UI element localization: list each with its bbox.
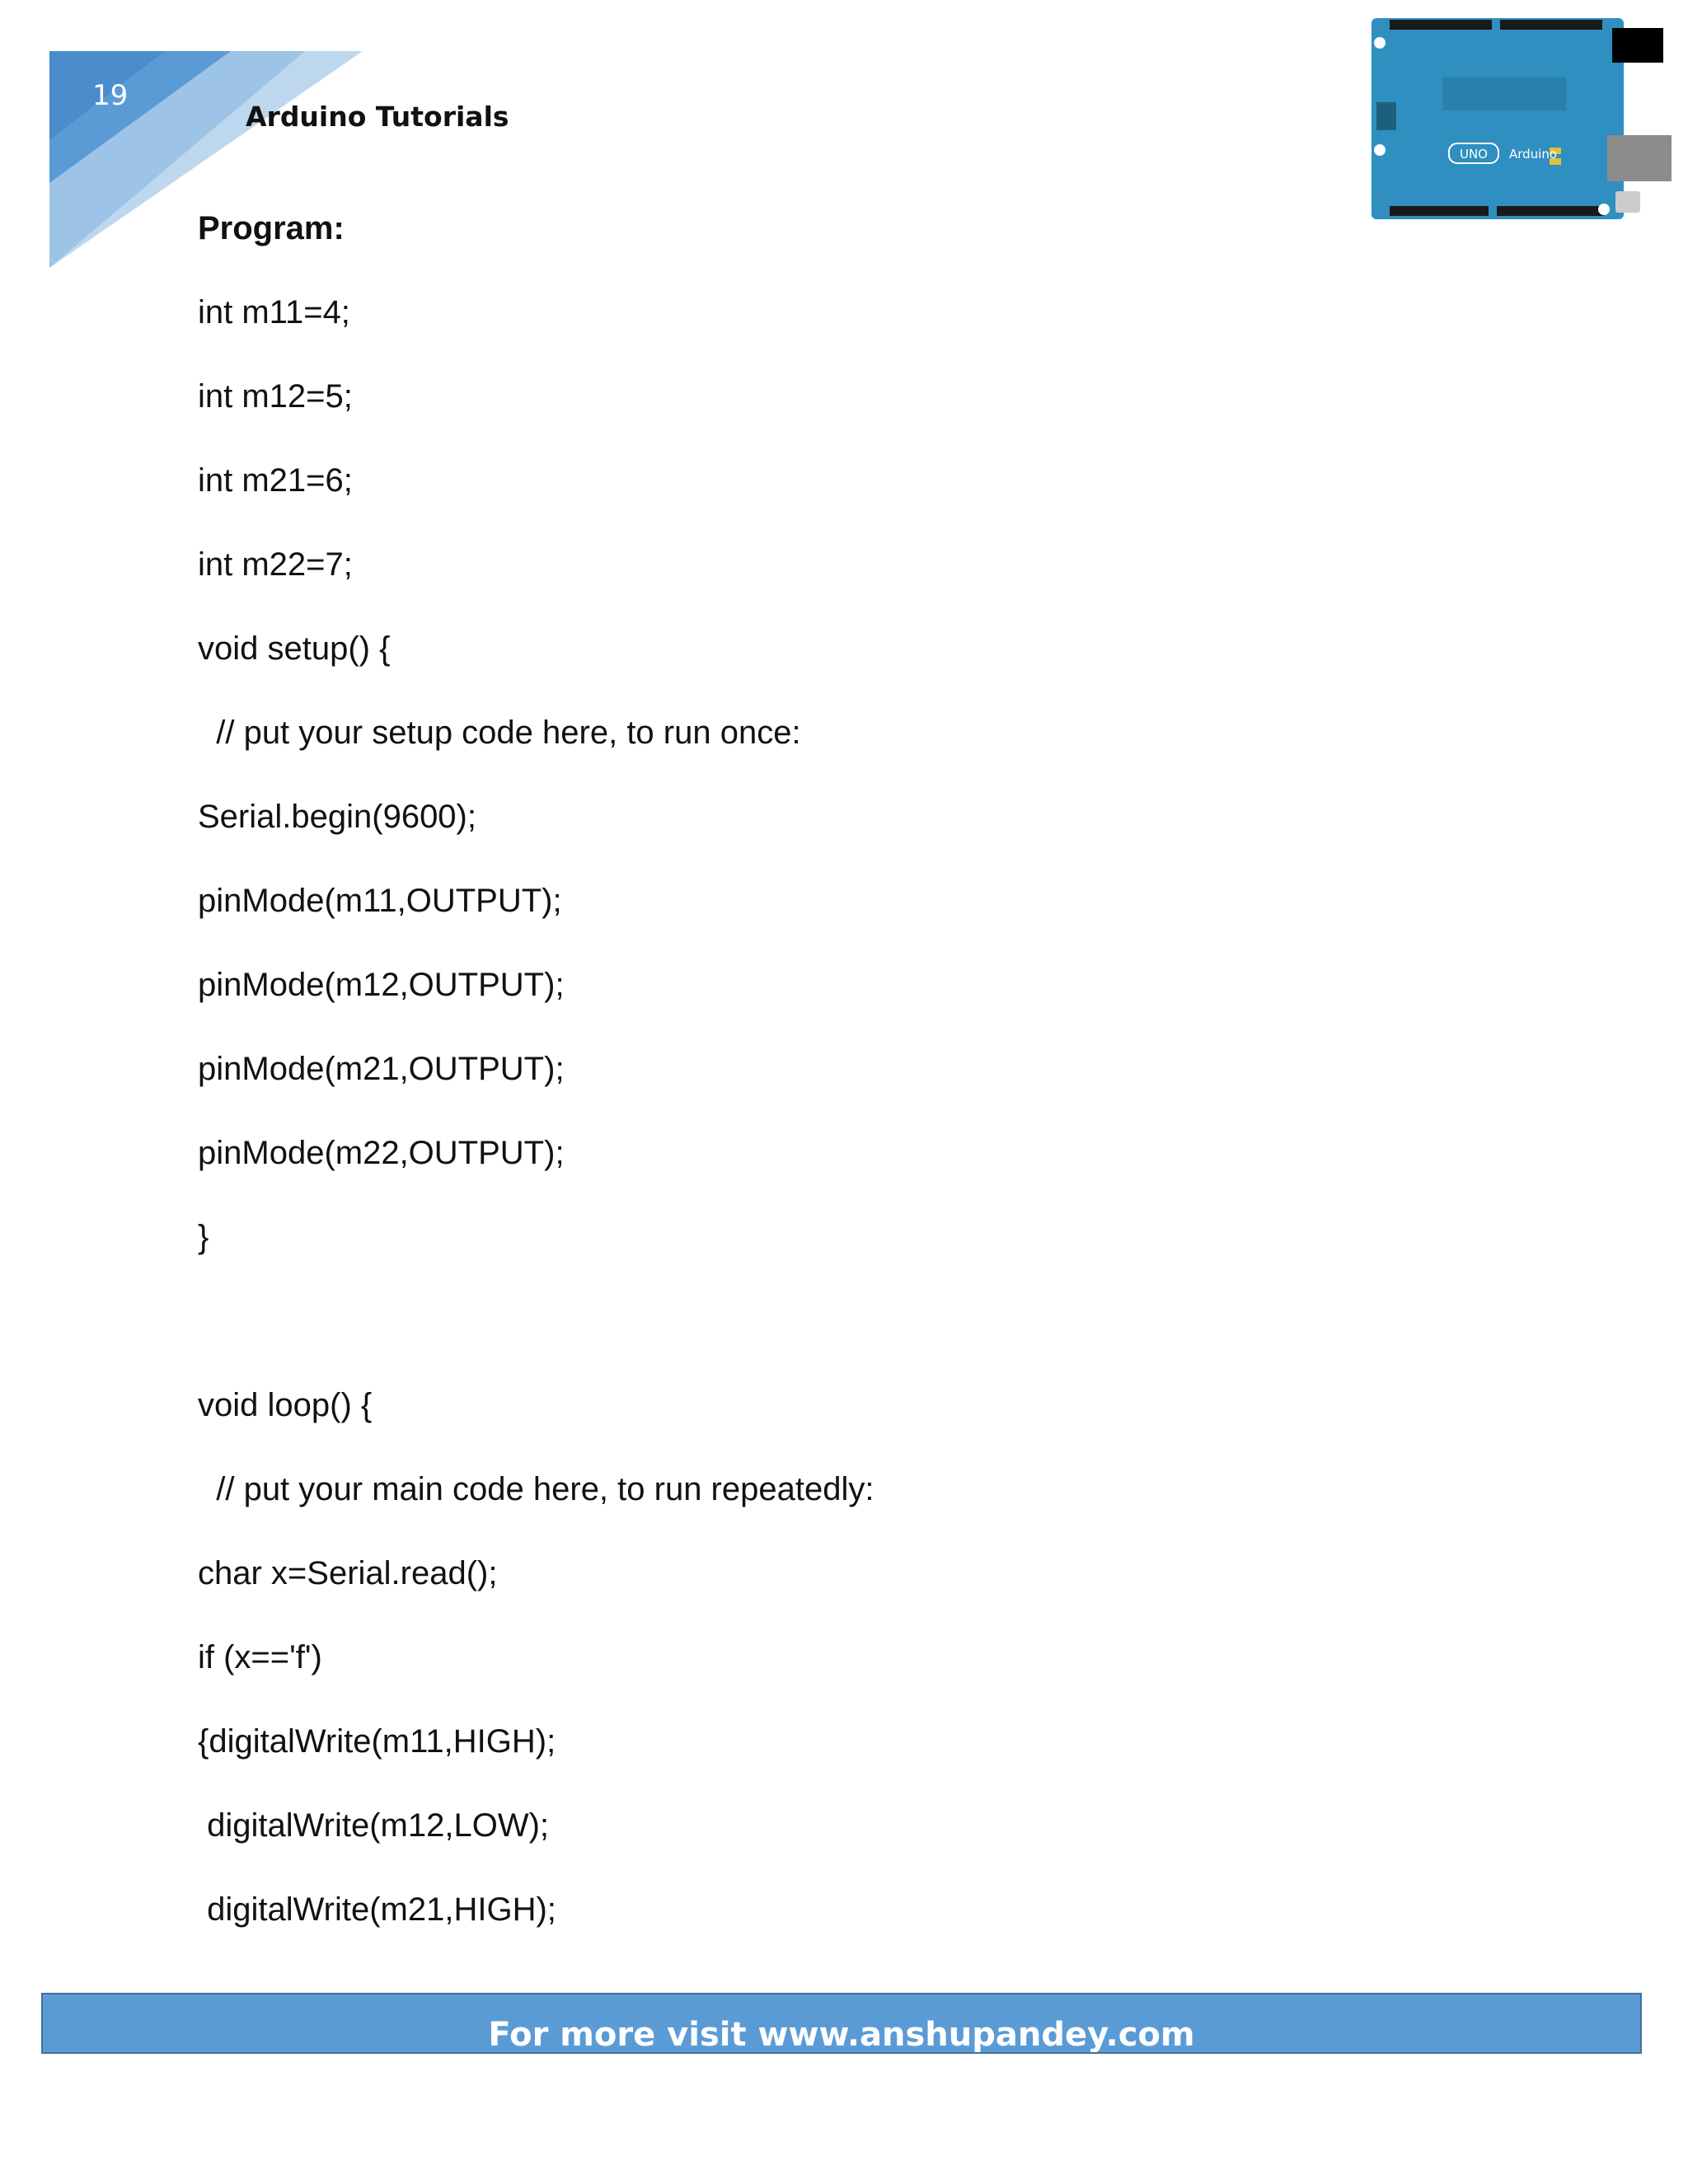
code-line: Serial.begin(9600); (198, 799, 476, 835)
code-line: pinMode(m11,OUTPUT); (198, 883, 562, 919)
code-line: // put your main code here, to run repeatedly: (198, 1471, 874, 1507)
board-brand-label: Arduino (1508, 147, 1558, 162)
code-line: digitalWrite(m12,LOW); (198, 1807, 550, 1844)
program-listing (198, 204, 874, 1970)
code-line: void setup() { (198, 630, 391, 667)
code-line: } (198, 1219, 209, 1255)
page-number: 19 (92, 79, 129, 112)
code-line: int m22=7; (198, 546, 353, 583)
code-line: if (x=='f') (198, 1639, 322, 1675)
code-lines (198, 288, 874, 1970)
board-model-label: UNO (1459, 147, 1489, 162)
code-line: pinMode(m21,OUTPUT); (198, 1051, 565, 1087)
code-line: // put your setup code here, to run once: (198, 715, 801, 751)
footer-banner (41, 1993, 1642, 2054)
arduino-uno-board-icon (1368, 12, 1681, 227)
code-line: int m21=6; (198, 462, 353, 499)
code-line: char x=Serial.read(); (198, 1555, 498, 1591)
code-line: int m12=5; (198, 378, 353, 415)
code-line: {digitalWrite(m11,HIGH); (198, 1723, 556, 1760)
code-line: int m11=4; (198, 294, 350, 330)
code-line (198, 1297, 874, 1381)
header-title: Arduino Tutorials (246, 101, 509, 133)
code-line: pinMode(m22,OUTPUT); (198, 1135, 565, 1171)
program-heading: Program: (198, 210, 345, 246)
code-line: digitalWrite(m21,HIGH); (198, 1891, 556, 1928)
code-line: void loop() { (198, 1387, 373, 1423)
code-line: pinMode(m12,OUTPUT); (198, 967, 565, 1003)
footer-link-text: For more visit www.anshupandey.com (488, 2016, 1195, 2054)
